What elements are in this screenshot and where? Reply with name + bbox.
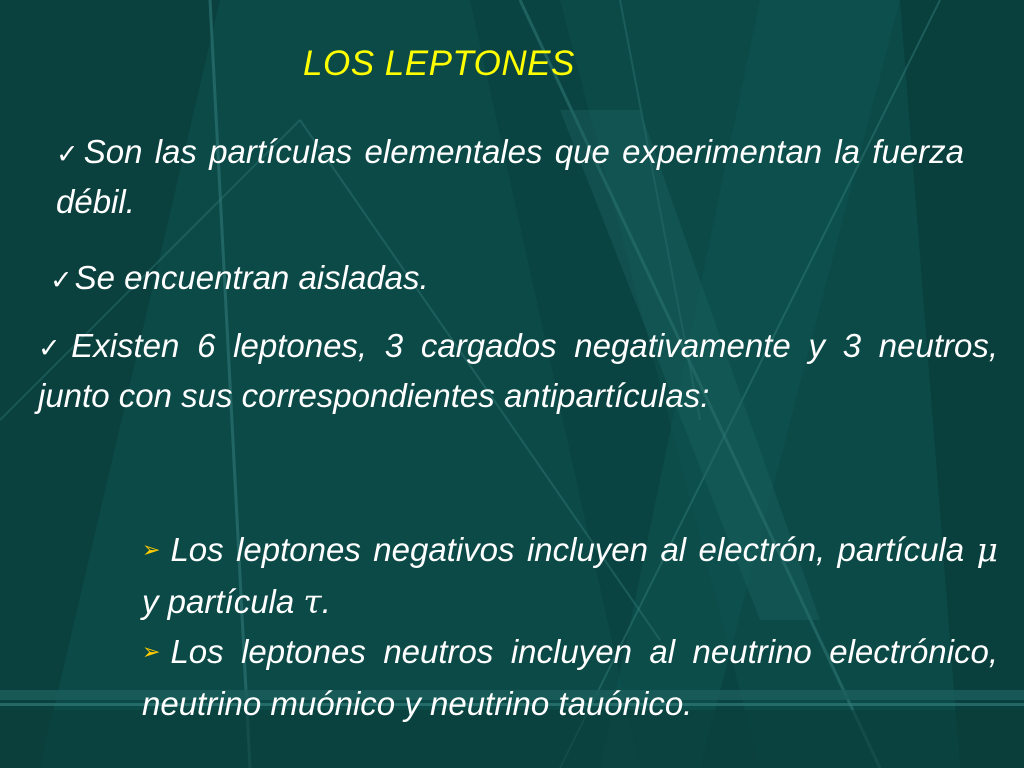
slide-title: LOS LEPTONES: [303, 44, 575, 83]
bullet-text: Se encuentran aisladas.: [74, 259, 429, 296]
bullet-item: [56, 128, 964, 225]
sub-bullet-text: y partícula: [142, 583, 304, 620]
sub-bullet-text: Los leptones neutros incluyen al neutrino electrónico, neutrino muónico y neutrino tauónico.: [142, 633, 998, 722]
bullet-text: Son las partículas elementales que experimentan la fuerza débil.: [56, 133, 964, 220]
bullet-item: [38, 322, 998, 419]
bullet-text: Existen 6 leptones, 3 cargados negativamente y 3 neutros, junto con sus correspondientes antipartículas:: [38, 327, 998, 414]
checkmark-icon: ✓: [50, 265, 73, 296]
bullet-item: [50, 254, 750, 304]
arrow-bullet-icon: ➢: [142, 538, 161, 563]
checkmark-icon: ✓: [56, 139, 82, 170]
mu-symbol: μ: [976, 530, 998, 569]
checkmark-icon: ✓: [38, 333, 70, 364]
arrow-bullet-icon: ➢: [142, 640, 161, 665]
sub-bullet-text: .: [321, 583, 331, 620]
sub-bullet-text: Los leptones negativos incluyen al electrón, partícula: [170, 531, 977, 568]
sub-bullet-item: [142, 628, 998, 727]
tau-symbol: τ: [303, 582, 322, 621]
sub-bullet-item: [142, 526, 998, 625]
